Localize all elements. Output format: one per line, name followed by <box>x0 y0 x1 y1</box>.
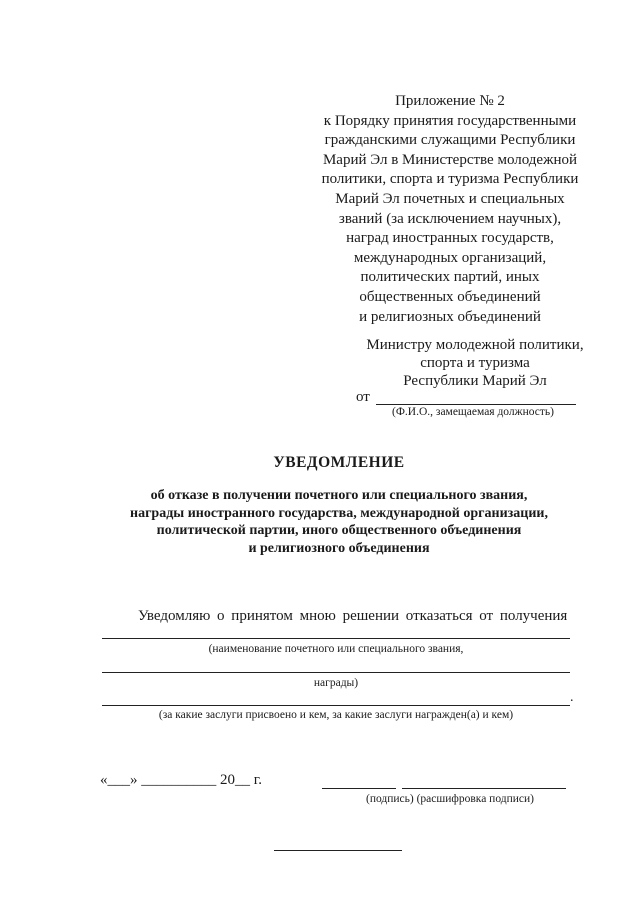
award-caption: награды) <box>313 677 359 689</box>
appendix-line: наград иностранных государств, <box>346 230 554 247</box>
appendix-line: международных организаций, <box>353 249 547 266</box>
from-fill-line <box>376 404 576 405</box>
award-fill-line <box>102 672 570 673</box>
appendix-line: и религиозных объединений <box>359 308 541 325</box>
appendix-line: Марий Эл в Министерстве молодежной <box>322 151 578 168</box>
merits-caption: (за какие заслуги присвоено и кем, за какие заслуги награжден(а) и кем) <box>158 709 514 721</box>
appendix-line: политических партий, иных <box>360 269 540 286</box>
from-caption: (Ф.И.О., замещаемая должность) <box>392 406 554 418</box>
subtitle-line: об отказе в получении почетного или специального звания, <box>150 488 528 503</box>
from-row <box>356 388 586 406</box>
subtitle-line: награды иностранного государства, международной организации, <box>130 505 548 521</box>
addressee-line: Министру молодежной политики, <box>366 337 584 353</box>
appendix-block <box>300 92 600 327</box>
subtitle-line: политической партии, иного общественного объединения <box>156 523 522 538</box>
appendix-line: званий (за исключением научных), <box>338 210 562 227</box>
addressee-line: спорта и туризма <box>420 355 530 371</box>
document-title: УВЕДОМЛЕНИЕ <box>273 454 405 471</box>
signature-caption: (подпись) (расшифровка подписи) <box>365 793 534 805</box>
from-label: от <box>356 389 370 405</box>
addressee-block <box>340 336 610 390</box>
trailing-period: . <box>570 690 574 705</box>
addressee-line: Республики Марий Эл <box>403 373 547 389</box>
title-fill-line <box>102 638 570 639</box>
appendix-line: гражданскими служащими Республики <box>324 132 576 149</box>
appendix-line: политики, спорта и туризма Республики <box>321 171 579 188</box>
document-subtitle <box>0 487 640 557</box>
appendix-line: к Порядку принятия государственными <box>323 112 577 129</box>
subtitle-line: и религиозного объединения <box>248 540 430 556</box>
signature-fill-line <box>322 788 396 789</box>
appendix-line: Марий Эл почетных и специальных <box>335 190 565 207</box>
end-separator-line <box>274 850 402 851</box>
appendix-line: Приложение № 2 <box>395 93 505 109</box>
title-caption: (наименование почетного или специального звания, <box>208 643 464 655</box>
merits-fill-line <box>102 705 570 706</box>
notify-text: Уведомляю о принятом мною решении отказаться от получения <box>138 608 568 624</box>
date-field: «___» __________ 20__ г. <box>100 772 262 788</box>
appendix-line: общественных объединений <box>359 288 541 305</box>
signature-transcript-fill-line <box>402 788 566 789</box>
